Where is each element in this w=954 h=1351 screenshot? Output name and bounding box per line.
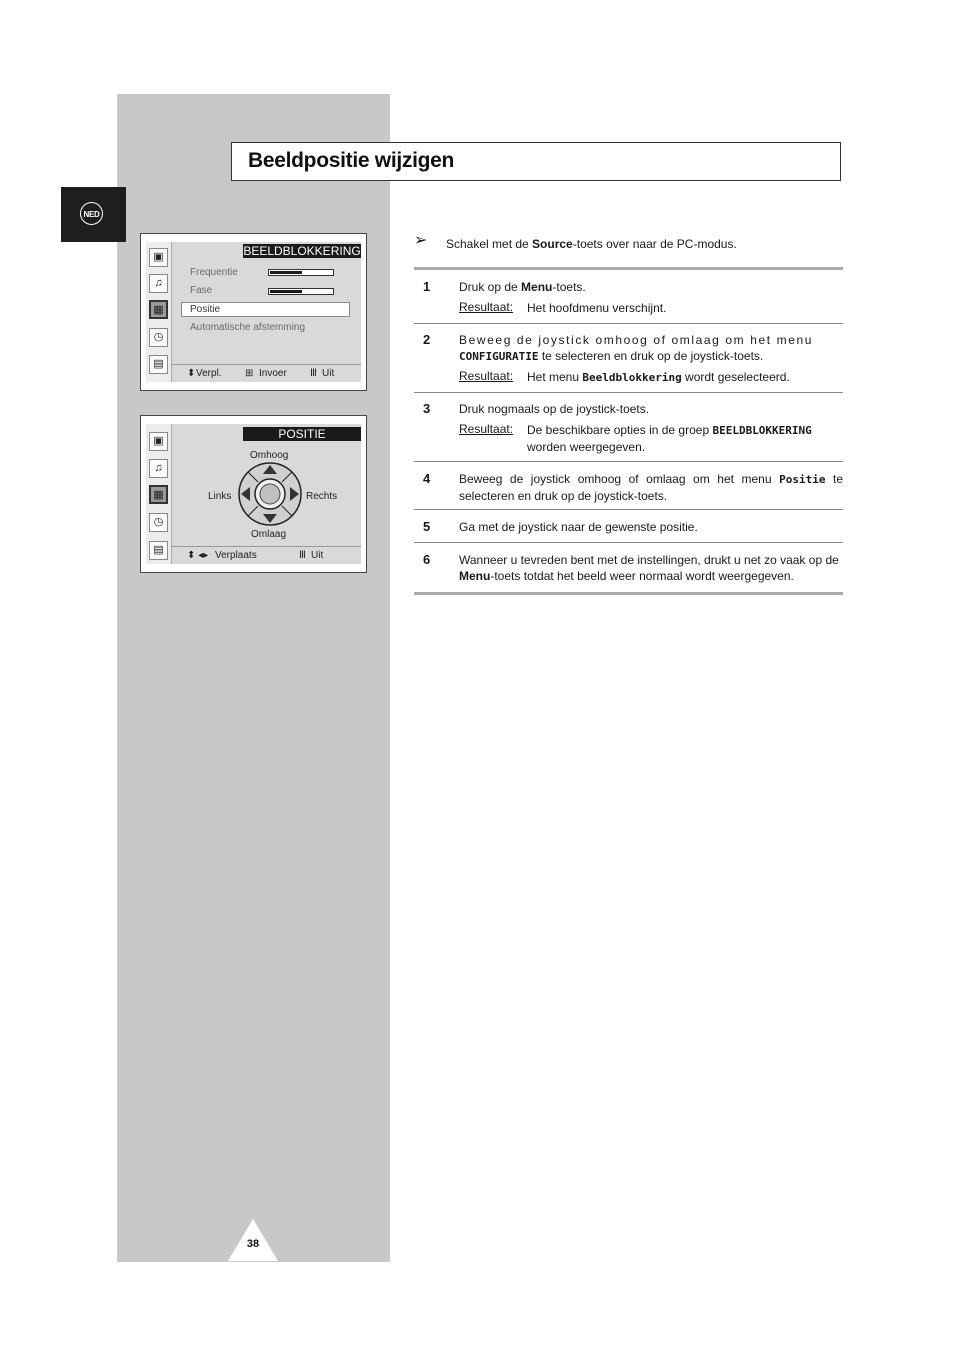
menu-item-fase: Fase [190, 285, 213, 296]
footer-move: Verplaats [215, 550, 257, 561]
step-divider [414, 542, 843, 543]
language-tab [61, 187, 126, 242]
footer-exit: Uit [311, 550, 324, 561]
menu-item-frequentie: Frequentie [190, 267, 238, 278]
tv-picture-icon: ▣ [149, 248, 168, 267]
result-text: Het menu Beeldblokkering wordt geselecteerd. [527, 370, 790, 384]
step-text: Druk nogmaals op de joystick-toets. [459, 402, 650, 416]
step-divider [414, 323, 843, 324]
step-divider [414, 461, 843, 462]
step-text: Beweeg de joystick omhoog of omlaag om het menu [459, 333, 814, 347]
osd-header: BEELDBLOKKERING [243, 244, 361, 258]
result-label: Resultaat: [459, 300, 514, 314]
frequentie-bar [268, 269, 334, 276]
step-text: Beweeg de joystick omhoog of omlaag om het menu Positie te selecteren en druk op de joystick-toets. [459, 472, 843, 503]
steps-top-rule [414, 267, 843, 270]
osd-icon-column [146, 242, 172, 382]
step-divider [414, 509, 843, 510]
step-text-cont: CONFIGURATIE te selecteren en druk op de joystick-toets. [459, 349, 764, 363]
step-text: Wanneer u tevreden bent met de instellingen, drukt u net zo vaak op de Menu-toets totdat het beeld weer normaal wordt weergegeven. [459, 553, 839, 583]
tip-text: Schakel met de Source-toets over naar de PC-modus. [446, 237, 737, 251]
step-number: 1 [423, 279, 431, 294]
label-links: Links [208, 491, 232, 502]
step-text: Ga met de joystick naar de gewenste positie. [459, 520, 698, 534]
sound-icon: ♫ [149, 459, 168, 478]
clock-icon: ◷ [149, 328, 168, 347]
result-label: Resultaat: [459, 369, 514, 383]
fase-bar [268, 288, 334, 295]
input-icon: ▤ [149, 355, 168, 374]
step-number: 3 [423, 401, 431, 416]
osd-icon-column [146, 424, 172, 564]
osd-inner [146, 242, 361, 382]
result-label: Resultaat: [459, 422, 514, 436]
language-badge: NED [80, 202, 103, 225]
step-number: 5 [423, 519, 431, 534]
steps-bottom-rule [414, 592, 843, 595]
footer-exit: Uit [322, 368, 335, 379]
sound-icon: ♫ [149, 274, 168, 293]
osd-screen-beeldblokkering [140, 233, 367, 391]
setup-icon: ▦ [149, 300, 168, 319]
joystick-icon [237, 461, 303, 527]
label-omhoog: Omhoog [250, 450, 289, 461]
osd-inner [146, 424, 361, 564]
step-divider [414, 392, 843, 393]
result-text: De beschikbare opties in de groep BEELDBLOKKERING worden weergegeven. [527, 423, 812, 454]
menu-icon: Ⅲ [299, 550, 306, 561]
osd-screen-positie [140, 415, 367, 573]
result-text: Het hoofdmenu verschijnt. [527, 301, 667, 315]
step-text: Druk op de Menu-toets. [459, 280, 586, 294]
osd-header: POSITIE [243, 427, 361, 441]
arrow-right-icon: ➢ [414, 232, 428, 249]
setup-icon: ▦ [149, 485, 168, 504]
osd-footer [171, 546, 361, 564]
label-omlaag: Omlaag [251, 529, 287, 540]
title-box [231, 142, 841, 181]
osd-footer [171, 364, 361, 382]
footer-enter: Invoer [259, 368, 287, 379]
menu-icon: Ⅲ [310, 368, 317, 379]
menu-item-positie-selected: Positie [181, 302, 350, 317]
updown-icon: ⬍ ◂▸ [187, 550, 209, 561]
menu-item-automatische-afstemming: Automatische afstemming [190, 322, 306, 333]
page-number: 38 [246, 1238, 260, 1250]
enter-icon: ⊞ [245, 368, 254, 379]
clock-icon: ◷ [149, 513, 168, 532]
footer-move: Verpl. [196, 368, 222, 379]
step-number: 2 [423, 332, 431, 347]
input-icon: ▤ [149, 541, 168, 560]
page-title: Beeldpositie wijzigen [248, 149, 455, 172]
tv-picture-icon: ▣ [149, 432, 168, 451]
updown-icon: ⬍ [187, 368, 196, 379]
label-rechts: Rechts [306, 491, 338, 502]
step-number: 4 [423, 471, 431, 486]
step-number: 6 [423, 552, 431, 567]
